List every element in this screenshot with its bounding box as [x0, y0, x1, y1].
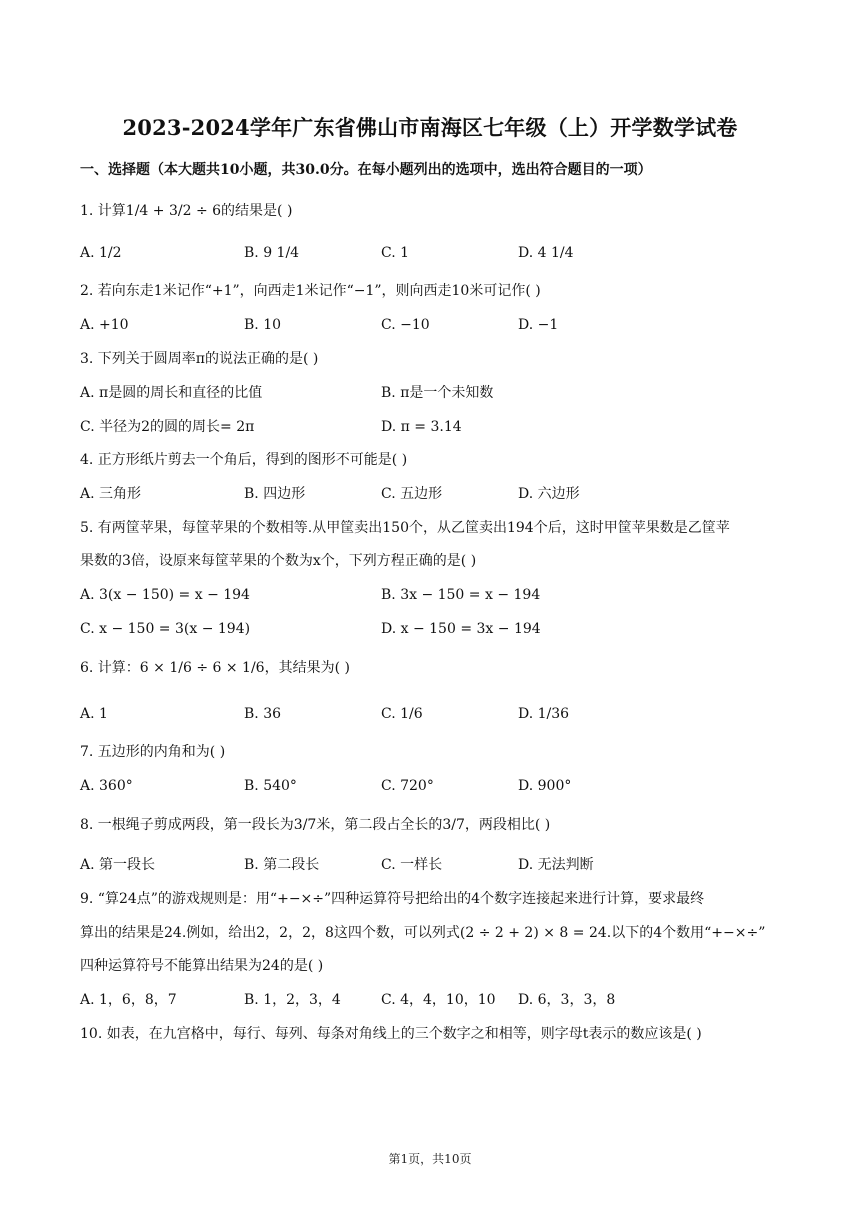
- question-4-option-d: D. 六边形: [518, 486, 580, 502]
- question-7-option-a: A. 360°: [80, 778, 133, 794]
- question-5-option-b: B. 3x − 150 = x − 194: [381, 587, 541, 603]
- section-heading: 一、选择题（本大题共10小题，共30.0分。在每小题列出的选项中，选出符合题目的一项）: [80, 162, 652, 178]
- question-1-stem: 1. 计算1/4 + 3/2 ÷ 6的结果是( ): [80, 203, 293, 219]
- question-9-stem-line-3: 四种运算符号不能算出结果为24的是( ): [80, 958, 324, 974]
- question-8-stem: 8. 一根绳子剪成两段，第一段长为3/7米，第二段占全长的3/7，两段相比( ): [80, 817, 551, 833]
- question-3-option-c: C. 半径为2的圆的周长= 2π: [80, 419, 255, 435]
- question-4-option-c: C. 五边形: [381, 486, 443, 502]
- question-5-option-a: A. 3(x − 150) = x − 194: [80, 587, 250, 603]
- question-5-stem-line-2: 果数的3倍，设原来每筐苹果的个数为x个，下列方程正确的是( ): [80, 553, 477, 569]
- question-7-stem: 7. 五边形的内角和为( ): [80, 744, 226, 760]
- question-8-option-a: A. 第一段长: [80, 857, 156, 873]
- question-6-option-a: A. 1: [80, 706, 108, 722]
- question-9-stem-line-1: 9. “算24点”的游戏规则是：用“+−×÷”四种运算符号把给出的4个数字连接起来进行计算，要求最终: [80, 891, 705, 907]
- question-2-stem: 2. 若向东走1米记作“+1”，向西走1米记作“−1”，则向西走10米可记作( ): [80, 283, 541, 299]
- question-9-option-b: B. 1，2，3，4: [244, 992, 341, 1008]
- question-1-option-d: D. 4 1/4: [518, 245, 574, 261]
- question-9-option-d: D. 6，3，3，8: [518, 992, 616, 1008]
- question-3-stem: 3. 下列关于圆周率π的说法正确的是( ): [80, 351, 319, 367]
- question-2-option-d: D. −1: [518, 317, 559, 333]
- question-8-option-c: C. 一样长: [381, 857, 443, 873]
- question-5-stem-line-1: 5. 有两筐苹果，每筐苹果的个数相等.从甲筐卖出150个，从乙筐卖出194个后，这时甲筐苹果数是乙筐苹: [80, 520, 730, 536]
- question-3-option-d: D. π = 3.14: [381, 419, 462, 435]
- question-6-option-d: D. 1/36: [518, 706, 570, 722]
- question-8-option-d: D. 无法判断: [518, 857, 594, 873]
- page-title: 2023-2024学年广东省佛山市南海区七年级（上）开学数学试卷: [122, 115, 738, 140]
- question-10-stem: 10. 如表，在九宫格中，每行、每列、每条对角线上的三个数字之和相等，则字母t表示的数应该是( ): [80, 1026, 702, 1042]
- question-9-option-c: C. 4，4，10，10: [381, 992, 496, 1008]
- question-8-option-b: B. 第二段长: [244, 857, 320, 873]
- question-4-stem: 4. 正方形纸片剪去一个角后，得到的图形不可能是( ): [80, 452, 408, 468]
- question-6-stem: 6. 计算：6 × 1/6 ÷ 6 × 1/6，其结果为( ): [80, 660, 350, 676]
- question-5-option-d: D. x − 150 = 3x − 194: [381, 621, 541, 637]
- question-6-option-b: B. 36: [244, 706, 282, 722]
- question-3-option-a: A. π是圆的周长和直径的比值: [80, 385, 263, 401]
- question-4-option-b: B. 四边形: [244, 486, 306, 502]
- question-1-option-b: B. 9 1/4: [244, 245, 300, 261]
- question-5-option-c: C. x − 150 = 3(x − 194): [80, 621, 251, 637]
- question-2-option-b: B. 10: [244, 317, 282, 333]
- question-7-option-c: C. 720°: [381, 778, 434, 794]
- question-1-option-a: A. 1/2: [80, 245, 122, 261]
- question-4-option-a: A. 三角形: [80, 486, 142, 502]
- question-7-option-b: B. 540°: [244, 778, 297, 794]
- question-3-option-b: B. π是一个未知数: [381, 385, 494, 401]
- question-2-option-c: C. −10: [381, 317, 430, 333]
- question-9-option-a: A. 1，6，8，7: [80, 992, 177, 1008]
- question-6-option-c: C. 1/6: [381, 706, 423, 722]
- question-9-stem-line-2: 算出的结果是24.例如，给出2，2，2，8这四个数，可以列式(2 ÷ 2 + 2) × 8 = 24.以下的4个数用“+−×÷”: [80, 925, 766, 941]
- page-footer: 第1页，共10页: [388, 1152, 472, 1166]
- question-7-option-d: D. 900°: [518, 778, 572, 794]
- question-1-option-c: C. 1: [381, 245, 410, 261]
- question-2-option-a: A. +10: [80, 317, 129, 333]
